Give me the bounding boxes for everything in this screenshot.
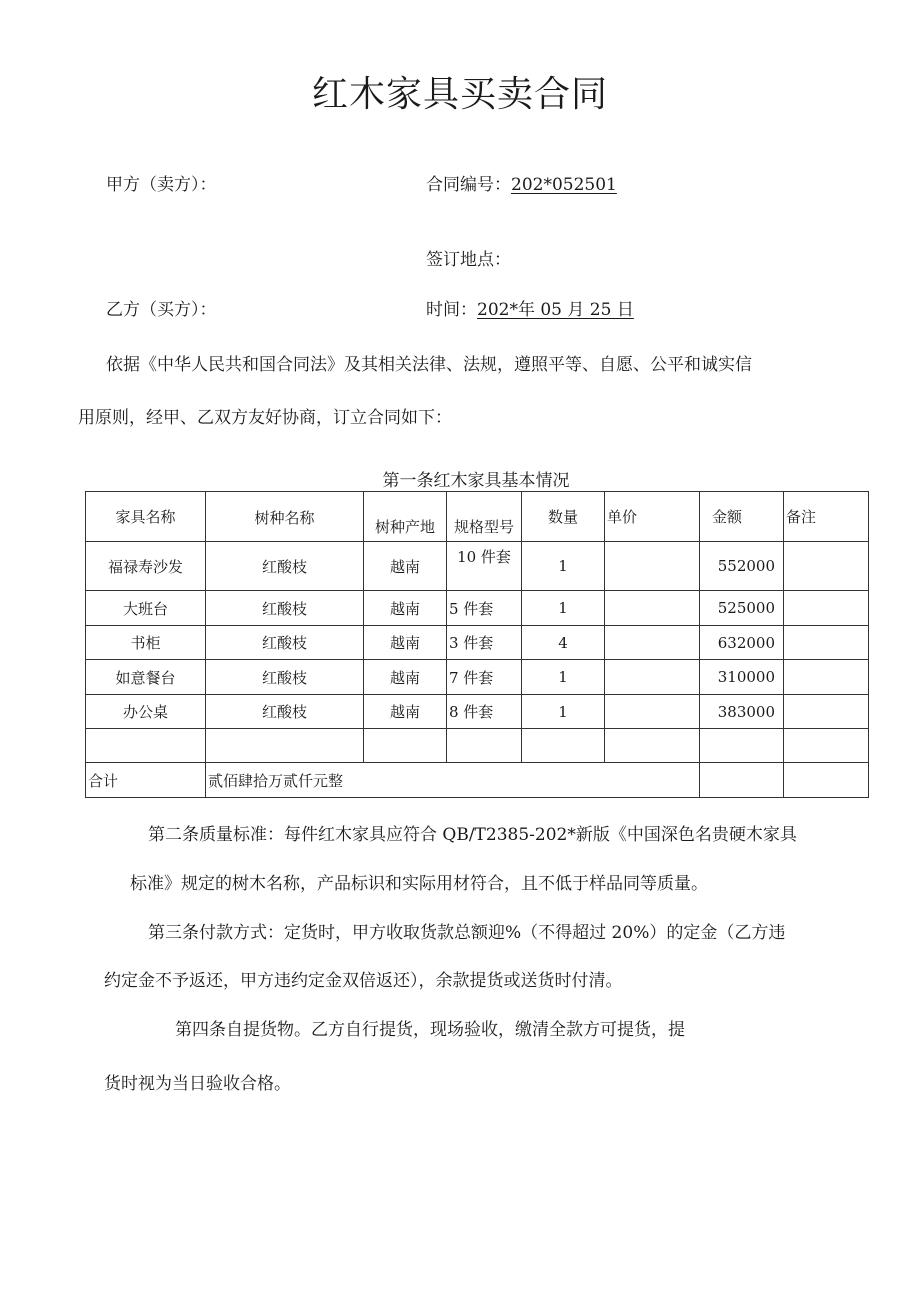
cell-price [605,542,700,591]
cell-spec: 10 件套 [447,542,522,591]
empty-cell [86,729,206,763]
cell-amount: 310000 [700,660,784,695]
empty-cell [522,729,605,763]
cell-qty: 1 [522,660,605,695]
header-note: 备注 [784,492,869,542]
table-total-row [86,763,869,798]
sign-time [426,295,634,320]
sign-time-label: 时间： [426,300,477,320]
contract-number-value: 202*052501 [511,175,617,195]
total-note-cell [784,763,869,798]
header-amount: 金额 [700,492,784,542]
empty-cell [364,729,447,763]
header-species: 树种名称 [206,492,364,542]
cell-name: 大班台 [86,591,206,626]
cell-note [784,626,869,660]
article-3-line-1: 第三条付款方式：定货时，甲方收取货款总额迎%（不得超过 20%）的定金（乙方违 [148,923,786,943]
cell-name: 书柜 [86,626,206,660]
table-row [86,660,869,695]
article-3-line-2: 约定金不予返还，甲方违约定金双倍返还），余款提货或送货时付清。 [104,971,623,991]
cell-note [784,660,869,695]
cell-spec: 8 件套 [447,695,522,729]
cell-origin: 越南 [364,542,447,591]
cell-amount: 632000 [700,626,784,660]
cell-price [605,660,700,695]
empty-cell [206,729,364,763]
cell-origin: 越南 [364,695,447,729]
cell-price [605,591,700,626]
cell-name: 办公桌 [86,695,206,729]
cell-spec: 5 件套 [447,591,522,626]
table-row [86,542,869,591]
cell-qty: 4 [522,626,605,660]
table-header-row [86,492,869,542]
cell-price [605,695,700,729]
contract-number-label: 合同编号： [426,175,511,195]
empty-cell [700,729,784,763]
cell-species: 红酸枝 [206,660,364,695]
sign-place-label: 签订地点： [426,250,511,270]
total-amount-words: 贰佰肆拾万贰仟元整 [206,763,700,798]
furniture-table [85,491,869,798]
cell-spec: 3 件套 [447,626,522,660]
cell-origin: 越南 [364,660,447,695]
table-row [86,626,869,660]
cell-species: 红酸枝 [206,626,364,660]
cell-species: 红酸枝 [206,542,364,591]
cell-qty: 1 [522,542,605,591]
table-empty-row [86,729,869,763]
header-origin: 树种产地 [364,492,447,542]
cell-qty: 1 [522,591,605,626]
article-4-line-2: 货时视为当日验收合格。 [104,1074,291,1094]
header-spec: 规格型号 [447,492,522,542]
header-qty: 数量 [522,492,605,542]
empty-cell [605,729,700,763]
empty-cell [447,729,522,763]
cell-note [784,542,869,591]
table-row [86,695,869,729]
cell-species: 红酸枝 [206,591,364,626]
cell-species: 红酸枝 [206,695,364,729]
cell-origin: 越南 [364,591,447,626]
contract-title: 红木家具买卖合同 [311,74,608,115]
intro-line-2: 用原则，经甲、乙双方友好协商，订立合同如下： [78,408,452,428]
total-label: 合计 [86,763,206,798]
sign-time-value: 202*年 05 月 25 日 [477,300,634,320]
cell-amount: 552000 [700,542,784,591]
article-2-line-2: 标准》规定的树木名称，产品标识和实际用材符合，且不低于样品同等质量。 [130,874,708,894]
cell-name: 如意餐台 [86,660,206,695]
cell-note [784,695,869,729]
article-2-line-1: 第二条质量标准：每件红木家具应符合 QB/T2385-202*新版《中国深色名贵硬木家具 [148,825,797,845]
cell-note [784,591,869,626]
total-amount-cell [700,763,784,798]
cell-amount: 525000 [700,591,784,626]
header-price: 单价 [605,492,700,542]
party-b-label: 乙方（买方）： [106,300,217,320]
cell-name: 福禄寿沙发 [86,542,206,591]
contract-number [426,170,617,195]
cell-origin: 越南 [364,626,447,660]
table-row [86,591,869,626]
header-name: 家具名称 [86,492,206,542]
intro-line-1: 依据《中华人民共和国合同法》及其相关法律、法规，遵照平等、自愿、公平和诚实信 [106,355,752,375]
cell-spec: 7 件套 [447,660,522,695]
cell-price [605,626,700,660]
table-caption: 第一条红木家具基本情况 [382,471,570,491]
article-4-line-1: 第四条自提货物。乙方自行提货，现场验收，缴清全款方可提货，提 [175,1020,685,1040]
cell-amount: 383000 [700,695,784,729]
empty-cell [784,729,869,763]
party-a-label: 甲方（卖方）： [106,175,217,195]
cell-qty: 1 [522,695,605,729]
